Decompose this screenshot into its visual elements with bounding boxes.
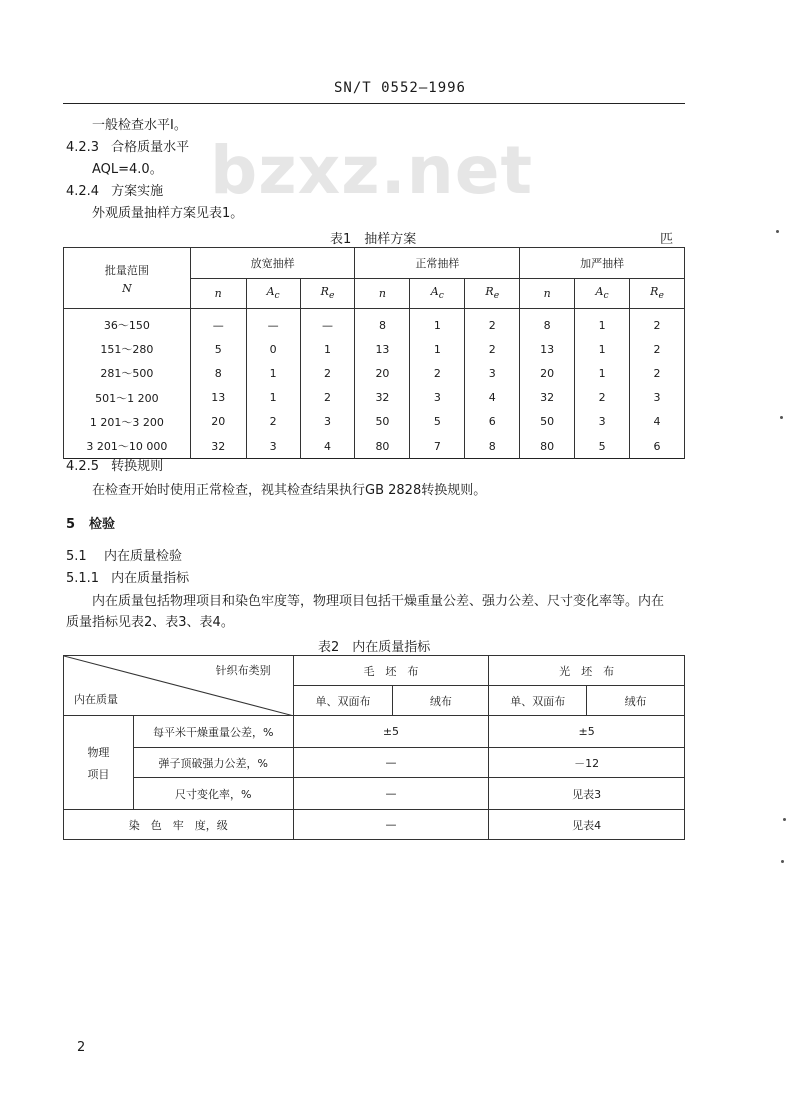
table-cell: 0	[246, 337, 300, 361]
sub-header-symbol: R	[650, 285, 659, 299]
table-cell: 3	[300, 410, 355, 434]
table-cell: 6	[630, 434, 685, 459]
greige-fabric-header: 毛 坯 布	[293, 656, 489, 686]
table-cell: 32	[190, 434, 246, 459]
scan-speck	[783, 818, 786, 821]
sampling-plan-table	[63, 247, 685, 459]
finished-burst-strength-value: －12	[489, 748, 685, 778]
sub-header-Ac	[246, 279, 300, 309]
lot-range-cell: 3 201～10 000	[64, 434, 191, 459]
finished-fabric-header: 光 坯 布	[489, 656, 685, 686]
finished-dimensional-change-value: 见表3	[489, 778, 685, 810]
table-row	[64, 337, 685, 361]
sub-header-subscript: c	[274, 290, 280, 302]
table-cell: 3	[246, 434, 300, 459]
table-cell: 4	[300, 434, 355, 459]
tightened-sampling-header: 加严抽样	[520, 248, 685, 279]
physical-label-line1: 物理	[87, 745, 110, 759]
table-cell: 2	[300, 361, 355, 385]
table-cell: 1	[575, 309, 630, 338]
table-cell: 5	[410, 410, 465, 434]
table-cell: 80	[355, 434, 410, 459]
table1-caption: 表1 抽样方案	[330, 232, 417, 247]
table-cell: 2	[630, 361, 685, 385]
sub-header-Re	[300, 279, 355, 309]
header-rule	[63, 103, 685, 104]
sub-header-Ac	[410, 279, 465, 309]
finished-dry-weight-value: ±5	[489, 716, 685, 748]
intrinsic-quality-table	[63, 655, 685, 840]
sub-header-symbol: n	[543, 287, 551, 300]
table-row	[64, 309, 685, 338]
greige-dye-fastness-value: —	[293, 810, 489, 840]
item-dye-fastness: 染 色 牢 度，级	[64, 810, 294, 840]
table-cell: 7	[410, 434, 465, 459]
section-5-1-1-text-line1: 内在质量包括物理项目和染色牢度等，物理项目包括干燥重量公差、强力公差、尺寸变化率等。内在	[92, 594, 665, 609]
greige-single-double-header: 单、双面布	[293, 686, 393, 716]
lot-range-cell: 36～150	[64, 309, 191, 338]
sub-header-Ac	[575, 279, 630, 309]
table-cell: 32	[355, 386, 410, 410]
standard-code: SN/T 0552—1996	[333, 80, 466, 96]
finished-dye-fastness-value: 见表4	[489, 810, 685, 840]
lot-range-cell: 281～500	[64, 361, 191, 385]
table-cell: 8	[355, 309, 410, 338]
section-4-2-3-heading	[66, 139, 189, 157]
section-number: 5	[66, 517, 76, 532]
intrinsic-quality-label: 内在质量	[74, 693, 118, 706]
table-cell: 3	[410, 386, 465, 410]
table2-corner-cell	[64, 656, 294, 716]
lot-range-cell: 151～280	[64, 337, 191, 361]
normal-sampling-header: 正常抽样	[355, 248, 520, 279]
finished-fleece-header: 绒布	[587, 686, 685, 716]
section-number: 5.1	[66, 549, 87, 564]
table-cell: 1	[410, 337, 465, 361]
fabric-type-label: 针织布类别	[215, 664, 271, 677]
table-cell: 6	[465, 410, 520, 434]
table-cell: 1	[575, 337, 630, 361]
section-title: 方案实施	[111, 184, 164, 199]
table-cell: 1	[410, 309, 465, 338]
sub-header-Re	[630, 279, 685, 309]
lot-range-label: 批量范围	[104, 263, 149, 277]
section-4-2-4-heading	[66, 183, 163, 201]
table1-unit: 匹	[660, 232, 674, 247]
section-4-2-4-text: 外观质量抽样方案见表1。	[92, 206, 244, 221]
table-cell: 1	[246, 386, 300, 410]
sub-header-symbol: n	[378, 287, 386, 300]
section-5-1-1-text-line2: 质量指标见表2、表3、表4。	[66, 615, 234, 630]
finished-single-double-header: 单、双面布	[489, 686, 587, 716]
table-cell: 2	[300, 386, 355, 410]
scan-speck	[781, 860, 784, 863]
table-cell: 8	[465, 434, 520, 459]
table-cell: 4	[630, 410, 685, 434]
sub-header-symbol: R	[320, 285, 329, 299]
greige-fleece-header: 绒布	[393, 686, 489, 716]
table-cell: —	[300, 309, 355, 338]
section-5-heading	[66, 516, 115, 534]
table-cell: 2	[410, 361, 465, 385]
table-cell: 32	[520, 386, 575, 410]
table-cell: 20	[520, 361, 575, 385]
sub-header-subscript: c	[438, 290, 444, 302]
sub-header-n	[520, 279, 575, 309]
table-cell: 3	[575, 410, 630, 434]
section-title: 内在质量指标	[111, 571, 190, 586]
sub-header-symbol: R	[485, 285, 494, 299]
sub-header-symbol: A	[266, 285, 275, 299]
table-cell: 13	[520, 337, 575, 361]
table-cell: 80	[520, 434, 575, 459]
lot-range-header	[64, 248, 191, 309]
table-cell: 20	[190, 410, 246, 434]
physical-label-line2: 项目	[87, 767, 110, 781]
table-cell: 5	[190, 337, 246, 361]
section-number: 5.1.1	[66, 571, 100, 586]
table2-caption: 表2 内在质量指标	[318, 640, 431, 655]
lot-range-cell: 1 201～3 200	[64, 410, 191, 434]
sub-header-symbol: A	[430, 285, 439, 299]
paragraph-inspection-level: 一般检查水平I。	[92, 118, 187, 133]
reduced-sampling-header: 放宽抽样	[190, 248, 355, 279]
item-burst-strength-tolerance: 弹子顶破强力公差，%	[133, 748, 293, 778]
table-cell: 13	[355, 337, 410, 361]
item-dimensional-change: 尺寸变化率，%	[133, 778, 293, 810]
sub-header-subscript: e	[493, 290, 500, 302]
section-title: 内在质量检验	[104, 549, 183, 564]
sub-header-n	[190, 279, 246, 309]
sub-header-symbol: A	[595, 285, 604, 299]
sub-header-subscript: e	[658, 290, 664, 302]
section-title: 合格质量水平	[111, 140, 190, 155]
table-cell: 50	[520, 410, 575, 434]
table-cell: 1	[300, 337, 355, 361]
table-cell: 2	[630, 337, 685, 361]
table-cell: 50	[355, 410, 410, 434]
section-number: 4.2.5	[66, 459, 100, 474]
greige-dimensional-change-value: —	[293, 778, 489, 810]
table-cell: 1	[575, 361, 630, 385]
table-cell: 3	[465, 361, 520, 385]
table-row	[64, 361, 685, 385]
table-cell: 8	[190, 361, 246, 385]
table-cell: 8	[520, 309, 575, 338]
table-cell: 2	[465, 309, 520, 338]
table-row	[64, 434, 685, 459]
table-cell: 2	[575, 386, 630, 410]
table-cell: 20	[355, 361, 410, 385]
table-cell: 3	[630, 386, 685, 410]
section-number: 4.2.3	[66, 140, 100, 155]
sub-header-Re	[465, 279, 520, 309]
physical-items-label	[64, 716, 134, 810]
section-title: 检验	[89, 517, 116, 532]
scan-speck	[780, 416, 783, 419]
table-cell: 2	[465, 337, 520, 361]
table-row	[64, 386, 685, 410]
sub-header-n	[355, 279, 410, 309]
item-dry-weight-tolerance: 每平米干燥重量公差，%	[133, 716, 293, 748]
table-cell: 2	[246, 410, 300, 434]
sub-header-subscript: c	[603, 290, 609, 302]
table-cell: 4	[465, 386, 520, 410]
table-cell: 13	[190, 386, 246, 410]
table-row	[64, 410, 685, 434]
section-4-2-5-text: 在检查开始时使用正常检查，视其检查结果执行GB 2828转换规则。	[92, 483, 487, 498]
section-4-2-5-heading	[66, 458, 163, 476]
lot-range-cell: 501～1 200	[64, 386, 191, 410]
page-number: 2	[77, 1040, 86, 1055]
watermark: bzxz.net	[210, 132, 534, 209]
section-number: 4.2.4	[66, 184, 100, 199]
table-cell: 5	[575, 434, 630, 459]
greige-burst-strength-value: —	[293, 748, 489, 778]
section-5-1-heading	[66, 548, 182, 566]
sub-header-subscript: e	[328, 290, 335, 302]
aql-text: AQL=4.0。	[92, 162, 163, 177]
sub-header-symbol: n	[214, 287, 222, 300]
section-5-1-1-heading	[66, 570, 189, 588]
table-cell: 2	[630, 309, 685, 338]
lot-range-symbol: N	[122, 281, 132, 295]
table-cell: 1	[246, 361, 300, 385]
section-title: 转换规则	[111, 459, 164, 474]
table-cell: —	[190, 309, 246, 338]
scan-speck	[776, 230, 779, 233]
greige-dry-weight-value: ±5	[293, 716, 489, 748]
table-cell: —	[246, 309, 300, 338]
